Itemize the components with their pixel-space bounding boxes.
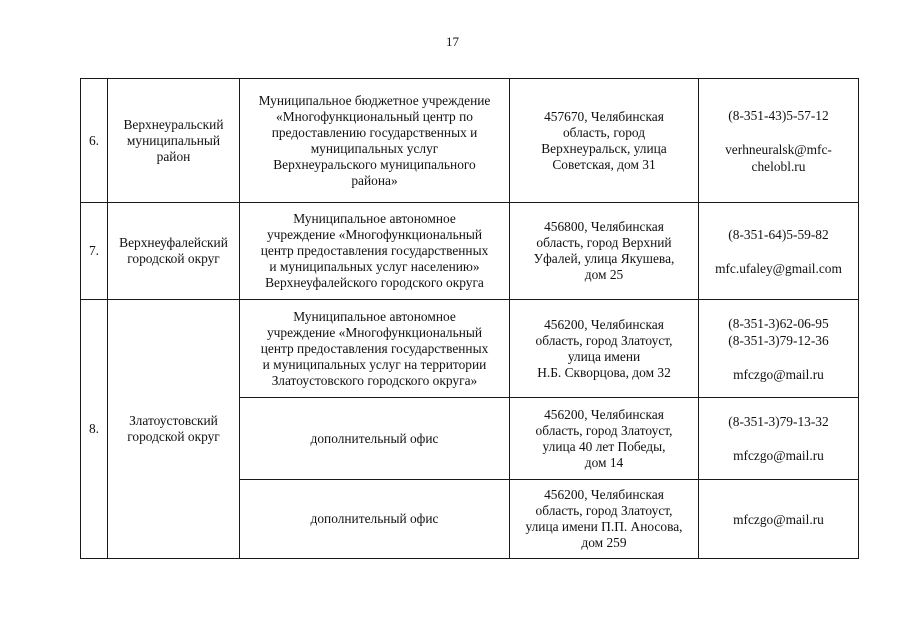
organization-name: Муниципальное автономное учреждение «Многофункциональный центр предоставления государственных и муниципальных услуг на территории Златоустовского городского округа» bbox=[240, 300, 510, 398]
contact-info: mfczgo@mail.ru bbox=[699, 480, 859, 559]
contact-info: (8-351-43)5-57-12 verhneuralsk@mfc- chelobl.ru bbox=[699, 79, 859, 203]
organization-name: Муниципальное автономное учреждение «Многофункциональный центр предоставления государственных и муниципальных услуг населению» Верхнеуфалейского городского округа bbox=[240, 203, 510, 300]
table-row bbox=[81, 300, 859, 398]
organization-name: Муниципальное бюджетное учреждение «Многофункциональный центр по предоставлению государственных и муниципальных услуг Верхнеуральского муниципального района» bbox=[240, 79, 510, 203]
postal-address: 457670, Челябинская область, город Верхнеуральск, улица Советская, дом 31 bbox=[510, 79, 699, 203]
contact-info: (8-351-3)79-13-32 mfczgo@mail.ru bbox=[699, 398, 859, 480]
row-number: 6. bbox=[81, 79, 108, 203]
postal-address: 456200, Челябинская область, город Златоуст, улица 40 лет Победы, дом 14 bbox=[510, 398, 699, 480]
municipality-name: Златоустовский городской округ bbox=[108, 300, 240, 559]
contact-info: (8-351-3)62-06-95 (8-351-3)79-12-36 mfczgo@mail.ru bbox=[699, 300, 859, 398]
office-type: дополнительный офис bbox=[240, 398, 510, 480]
municipality-name: Верхнеуфалейский городской округ bbox=[108, 203, 240, 300]
postal-address: 456200, Челябинская область, город Златоуст, улица имени Н.Б. Скворцова, дом 32 bbox=[510, 300, 699, 398]
table-row bbox=[81, 79, 859, 203]
mfc-registry-table bbox=[80, 78, 859, 559]
table-row bbox=[81, 203, 859, 300]
page-number: 17 bbox=[446, 34, 459, 49]
postal-address: 456800, Челябинская область, город Верхний Уфалей, улица Якушева, дом 25 bbox=[510, 203, 699, 300]
postal-address: 456200, Челябинская область, город Златоуст, улица имени П.П. Аносова, дом 259 bbox=[510, 480, 699, 559]
municipality-name: Верхнеуральский муниципальный район bbox=[108, 79, 240, 203]
contact-info: (8-351-64)5-59-82 mfc.ufaley@gmail.com bbox=[699, 203, 859, 300]
row-number: 7. bbox=[81, 203, 108, 300]
row-number: 8. bbox=[81, 300, 108, 559]
office-type: дополнительный офис bbox=[240, 480, 510, 559]
